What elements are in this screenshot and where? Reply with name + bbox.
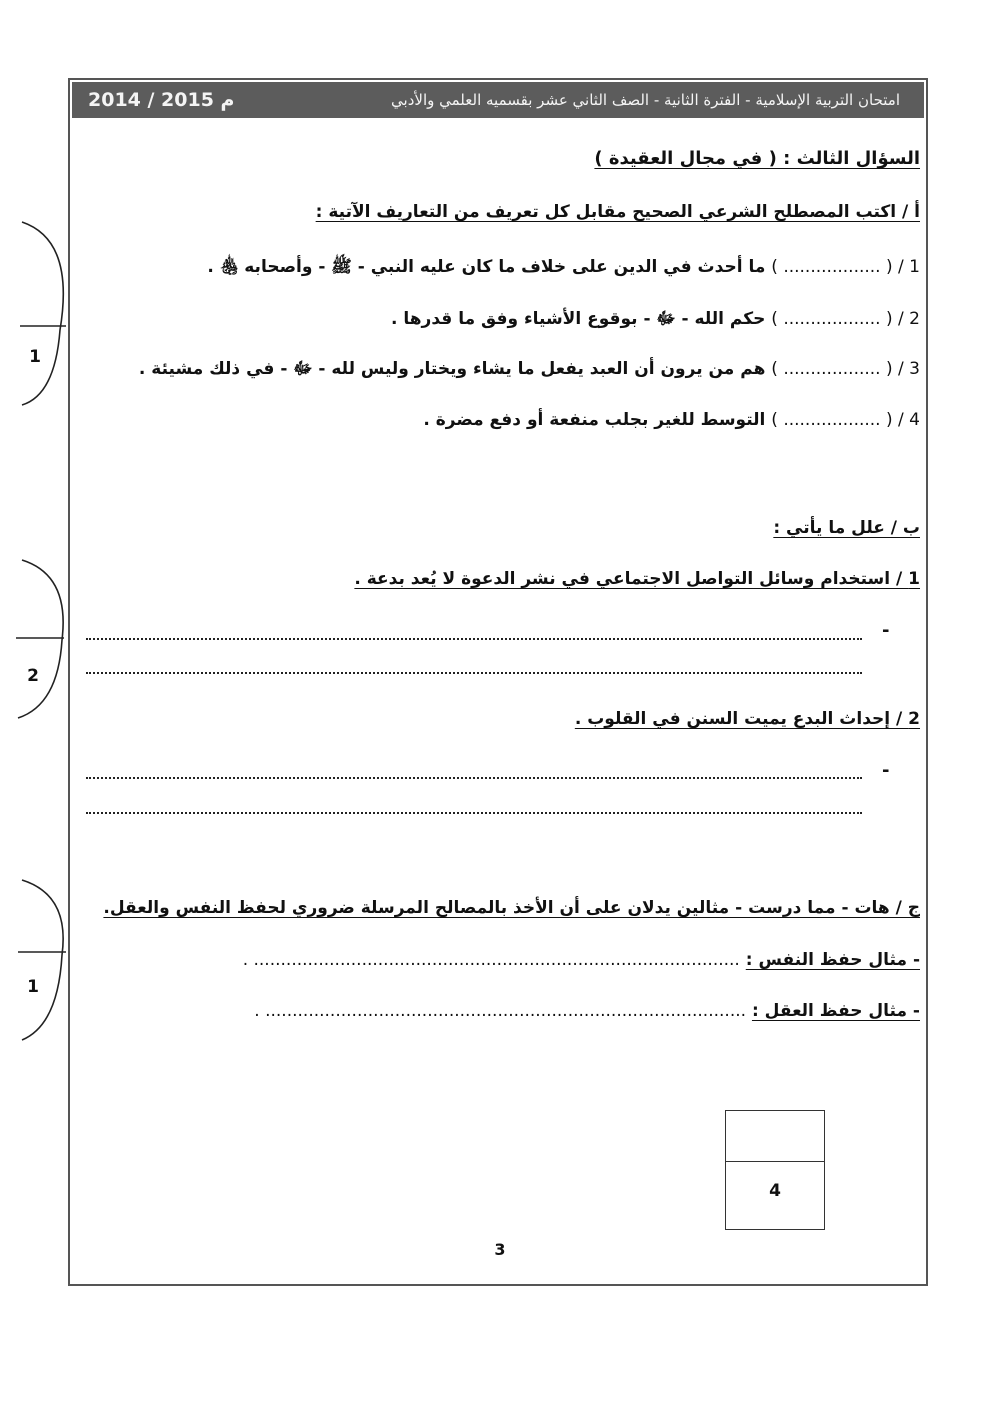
- example-label: - مثال حفظ النفس :: [745, 950, 920, 970]
- total-score-box: [725, 1110, 825, 1230]
- score-bracket-b: [18, 560, 63, 718]
- answer-line[interactable]: [86, 672, 862, 674]
- part-c-item-2: [254, 1001, 920, 1021]
- part-a-item-2: [391, 308, 920, 333]
- part-c-instruction: ج / هات - مما درست - مثالين يدلان على أن الأخذ بالمصالح المرسلة ضروري لحفظ النفس والعقل.: [103, 898, 920, 918]
- score-bracket-a: [22, 222, 63, 405]
- total-score-divider: [726, 1161, 824, 1162]
- total-score-value: 4: [769, 1181, 781, 1201]
- example-label: - مثال حفظ العقل :: [751, 1001, 920, 1021]
- part-b-item-1: 1 / استخدام وسائل التواصل الاجتماعي في نشر الدعوة لا يُعد بدعة .: [354, 569, 920, 589]
- answer-line[interactable]: [86, 777, 862, 779]
- part-a-item-3: [139, 358, 920, 383]
- answer-line[interactable]: [86, 812, 862, 814]
- part-a-instruction: أ / اكتب المصطلح الشرعي الصحيح مقابل كل تعريف من التعاريف الآتية :: [315, 202, 920, 222]
- answer-dash: -: [882, 760, 890, 781]
- exam-title: امتحان التربية الإسلامية - الفترة الثانية - الصف الثاني عشر بقسميه العلمي والأدبي: [391, 91, 900, 109]
- score-part-b: 2: [27, 666, 39, 686]
- part-c-item-1: [243, 950, 920, 970]
- score-part-a: 1: [29, 347, 41, 367]
- part-b-item-2: 2 / إحداث البدع يميت السنن في القلوب .: [574, 709, 920, 729]
- definition-text: التوسط للغير بجلب منفعة أو دفع مضرة .: [423, 410, 766, 430]
- part-a-item-1: [207, 256, 920, 281]
- page-number: 3: [494, 1240, 506, 1259]
- question-heading: السؤال الثالث : ( في مجال العقيدة ): [594, 148, 920, 169]
- definition-text: حكم الله - ﷻ - بوقوع الأشياء وفق ما قدرها .: [390, 309, 766, 329]
- score-part-c: 1: [27, 977, 39, 997]
- answer-line[interactable]: [86, 638, 862, 640]
- part-a-item-4: [423, 410, 920, 430]
- definition-text: هم من يرون أن العبد يفعل ما يشاء ويختار وليس لله - ﷻ - في ذلك مشيئة .: [138, 359, 766, 379]
- answer-blank[interactable]: 1 / ( .................. ): [771, 257, 920, 277]
- answer-blank[interactable]: 2 / ( .................. ): [771, 309, 920, 329]
- answer-dash: -: [882, 620, 890, 641]
- answer-blank[interactable]: 4 / ( .................. ): [771, 410, 920, 430]
- answer-blank[interactable]: ......................................................................................... .: [254, 1001, 747, 1021]
- answer-blank[interactable]: .......................................................................................... .: [242, 950, 740, 970]
- answer-blank[interactable]: 3 / ( .................. ): [771, 359, 920, 379]
- score-bracket-c: [22, 880, 63, 1040]
- exam-year: 2014 / 2015 م: [88, 89, 235, 111]
- part-b-instruction: ب / علل ما يأتي :: [773, 518, 920, 538]
- definition-text: ما أحدث في الدين على خلاف ما كان عليه النبي - ﷺ - وأصحابه ﵃ .: [207, 257, 766, 277]
